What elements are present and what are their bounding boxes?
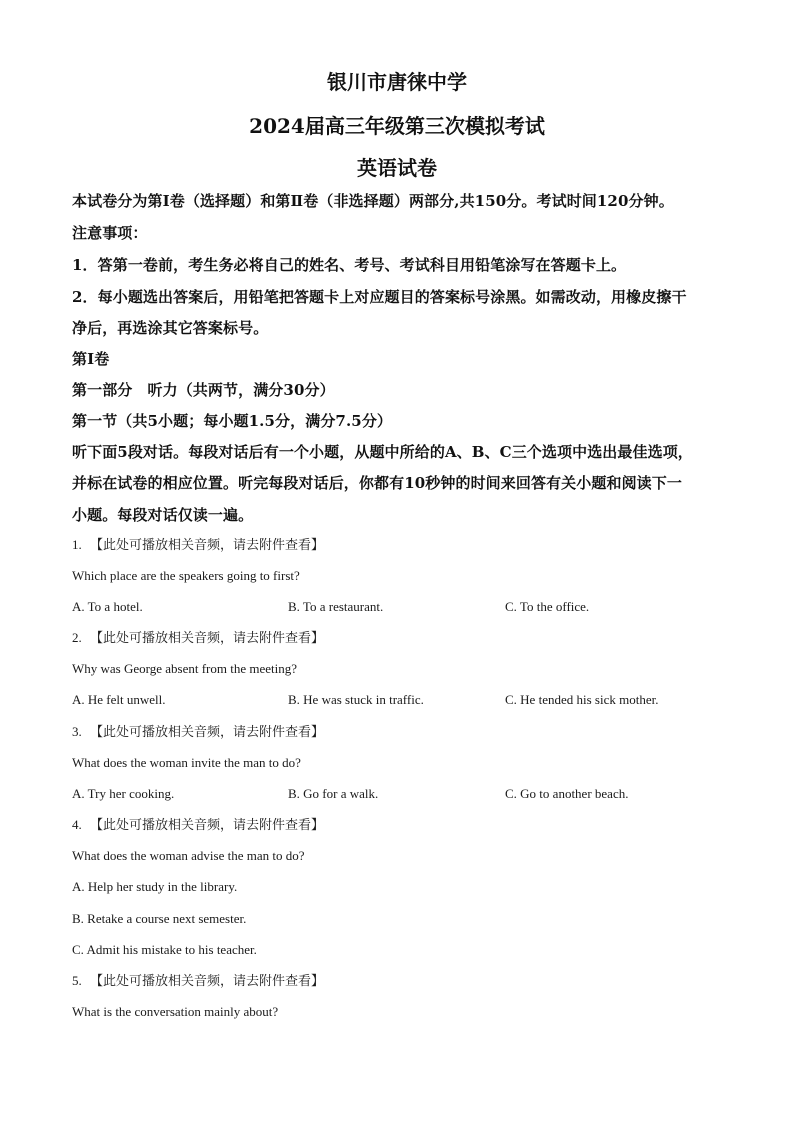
paper-composition: 本试卷分为第Ⅰ卷（选择题）和第Ⅱ卷（非选择题）两部分,共150分。考试时间120分钟。 — [72, 192, 674, 210]
question-1-option-c[interactable]: C. To the office. — [505, 599, 590, 614]
question-4-audio[interactable] — [72, 816, 324, 835]
question-2-option-a[interactable]: A. He felt unwell. — [72, 692, 166, 707]
question-2-option-b[interactable]: B. He was stuck in traffic. — [288, 692, 424, 707]
question-3-option-c[interactable]: C. Go to another beach. — [505, 786, 629, 801]
exam-title: 2024届高三年级第三次模拟考试 — [249, 114, 545, 138]
audio-note: 【此处可播放相关音频，请去附件查看】 — [90, 818, 325, 833]
question-number: 1. — [72, 537, 82, 552]
question-2-audio[interactable] — [72, 629, 324, 648]
question-2-stem: Why was George absent from the meeting? — [72, 661, 298, 676]
audio-note: 【此处可播放相关音频，请去附件查看】 — [90, 538, 325, 553]
question-1-stem: Which place are the speakers going to first? — [72, 568, 300, 583]
school-name: 银川市唐徕中学 — [327, 70, 467, 94]
notice-item-2-line1: 2．每小题选出答案后，用铅笔把答题卡上对应题目的答案标号涂黑。如需改动，用橡皮擦干 — [72, 288, 687, 306]
question-2-option-c[interactable]: C. He tended his sick mother. — [505, 692, 659, 707]
question-number: 4. — [72, 817, 82, 832]
volume-heading: 第Ⅰ卷 — [72, 350, 110, 368]
instructions-line2: 并标在试卷的相应位置。听完每段对话后，你都有10秒钟的时间来回答有关小题和阅读下一 — [72, 474, 682, 492]
question-3-audio[interactable] — [72, 723, 324, 742]
question-1-audio[interactable] — [72, 536, 324, 555]
question-4-option-c[interactable]: C. Admit his mistake to his teacher. — [72, 942, 257, 957]
question-1-option-a[interactable]: A. To a hotel. — [72, 599, 143, 614]
audio-note: 【此处可播放相关音频，请去附件查看】 — [90, 974, 325, 989]
section1-title: 第一节（共5小题；每小题1.5分，满分7.5分） — [72, 412, 393, 430]
audio-note: 【此处可播放相关音频，请去附件查看】 — [90, 631, 325, 646]
instructions-line1: 听下面5段对话。每段对话后有一个小题，从题中所给的A、B、C三个选项中选出最佳选项， — [72, 443, 693, 461]
question-3-option-b[interactable]: B. Go for a walk. — [288, 786, 379, 801]
question-5-stem: What is the conversation mainly about? — [72, 1004, 279, 1019]
question-3-stem: What does the woman invite the man to do? — [72, 755, 301, 770]
question-number: 2. — [72, 630, 82, 645]
notice-item-2-line2: 净后，再选涂其它答案标号。 — [72, 319, 269, 337]
question-number: 5. — [72, 973, 82, 988]
instructions-line3: 小题。每段对话仅读一遍。 — [72, 506, 254, 524]
question-3-option-a[interactable]: A. Try her cooking. — [72, 786, 175, 801]
notice-title: 注意事项： — [72, 224, 148, 242]
subject-title: 英语试卷 — [357, 156, 437, 180]
question-number: 3. — [72, 724, 82, 739]
audio-note: 【此处可播放相关音频，请去附件查看】 — [90, 725, 325, 740]
question-5-audio[interactable] — [72, 972, 324, 991]
question-4-option-a[interactable]: A. Help her study in the library. — [72, 879, 238, 894]
question-4-option-b[interactable]: B. Retake a course next semester. — [72, 911, 247, 926]
part1-title: 第一部分 听力（共两节，满分30分） — [72, 381, 335, 399]
question-1-option-b[interactable]: B. To a restaurant. — [288, 599, 384, 614]
notice-item-1: 1．答第一卷前，考生务必将自己的姓名、考号、考试科目用铅笔涂写在答题卡上。 — [72, 256, 627, 274]
question-4-stem: What does the woman advise the man to do? — [72, 848, 305, 863]
